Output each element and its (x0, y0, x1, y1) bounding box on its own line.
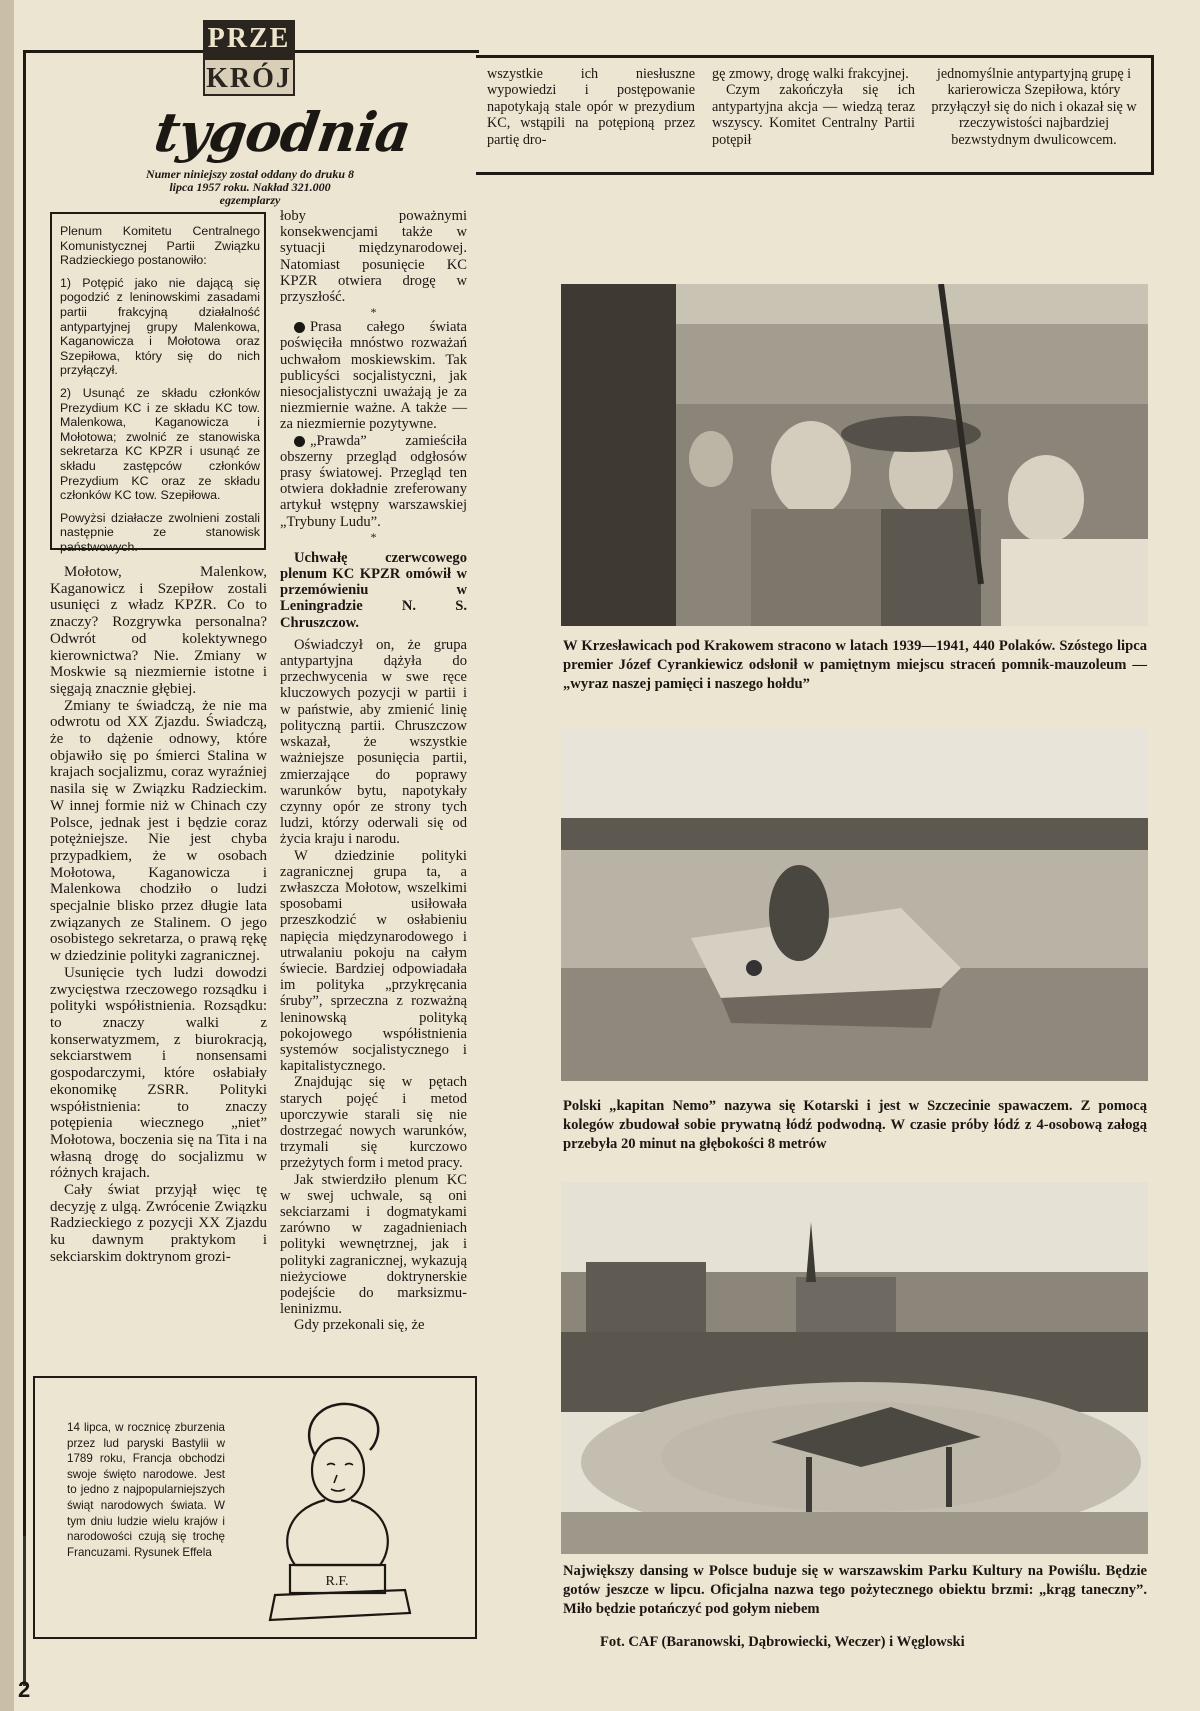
left-paragraph: Zmiany te świadczą, że nie ma odwrotu od XX Zjazdu. Świadczą, że to dążenie odnowy, które objawiło się po śmierci Stalina w krajach socjalizmu, coraz wyraźniej nasila się w Związku Radzieckim. W innej formie niż w Chinach czy Polsce, jednak jest i będzie coraz potężniejsze. Nie jest chyba przypadkiem, że w osobach Mołotowa, Kaganowicza i Malenkowa chodziło o ludzi specjalnie blisko przez długie lata związanych ze Stalinem. O jego osobistego sekretarza, o prawą rękę w dziedzinie polityki zagranicznej. (50, 697, 267, 965)
top-column-1 (487, 66, 695, 148)
plenum-intro: Plenum Komitetu Centralnego Komunistycznej Partii Związku Radzieckiego postanowiło: (60, 224, 260, 268)
middle-bullet-1 (280, 319, 467, 432)
top-column-3 (928, 66, 1140, 148)
photo-dance-circle-image (561, 1182, 1148, 1554)
top-column-2 (712, 66, 915, 148)
photo-submarine-image (561, 728, 1148, 1081)
bullet-text: Prasa całego świata poświęciła mnóstwo rozważań uchwałom moskiewskim. Tak publicyści socjalistyczni, jak niesocjalistyczni uważają je za niezmiernie ważne. A także — za niezmiernie pozytywne. (280, 319, 467, 433)
frame-bottom-line (23, 1536, 26, 1686)
middle-column (280, 208, 467, 1334)
photo-mausoleum-image (561, 284, 1148, 626)
middle-intro: łoby poważnymi konsekwencjami także w sytuacji międzynarodowej. Natomiast posunięcie KC KPZR otwiera drogę w przyszłość. (280, 208, 467, 306)
middle-paragraph: W dziedzinie polityki zagranicznej grupa ta, a zwłaszcza Mołotow, wszelkimi sposobami usiłowała przeszkodzić w osłabieniu napięcia międzynarodowego i utrwalaniu pokoju na całym świecie. Bardziej odpowiadała im polityka „przykręcania śruby”, sprzeczna z rozważną leninowską polityką pokojowego współistnienia systemów socjalistycznego i kapitalistycznego. (280, 847, 467, 1075)
left-column (50, 564, 267, 1266)
plenum-closing: Powyżsi działacze zwolnieni zostali następnie ze stanowisk państwowych. (60, 510, 260, 554)
logo-line-2: KRÓJ (203, 58, 295, 96)
bullet-icon (294, 322, 305, 333)
left-paragraph: Mołotow, Malenkow, Kaganowicz i Szepiłow zostali usunięci z władz KPZR. Co to znaczy? Rozgrywka personalna? Odwrót od kolektywnego kierownictwa? Nie. Zmiany w Moskwie są niezmiernie istotne i sięgają znacznie głębiej. (50, 564, 267, 697)
left-paragraph: Cały świat przyjął więc tę decyzję z ulgą. Zwrócenie Związku Radzieckiego z pozycji XX Zjazdu ku dawnym praktykom i sekciarskim doktrynom grozi- (50, 1182, 267, 1265)
bullet-text: „Prawda” zamieściła obszerny przegląd odgłosów prasy światowej. Przegląd ten otwiera dokładnie zreferowany artykuł wstępny warszawskiej „Trybuny Ludu”. (280, 432, 467, 530)
middle-headline: Uchwałę czerwcowego plenum KC KPZR omówił w przemówieniu w Leningradzie N. S. Chruszczow. (280, 549, 467, 631)
logo-line-1: PRZE (203, 20, 295, 58)
left-paragraph: Usunięcie tych ludzi dowodzi zwycięstwa rzeczowego rozsądku i polityki współistnienia. Rozsądku: to znaczy walki z konserwatyzmem, z biurokracją, sekciarstwem i nonsensami gospodarczymi, które osłabiały ekonomikę ZSRR. Polityki współistnienia: to znaczy potępienia wiecznego „niet” Mołotowa, boczenia się na Tita i na własną drogę do socjalizmu w różnych krajach. (50, 964, 267, 1182)
middle-paragraph: Oświadczył on, że grupa antypartyjna dążyła do przechwycenia w swe ręce kluczowych pozycji w partii i w państwie, aby zmienić linię polityczną partii. Chruszczow wskazał, że wszystkie ważniejsze posunięcia partii, zmierzające do poprawy warunków bytu, napotykały czynny opór ze strony tych ludzi, którzy oderwali się od życia kraju i narodu. (280, 636, 467, 848)
middle-paragraph: Gdy przekonali się, że (294, 1317, 425, 1334)
marianne-bust-drawing (255, 1395, 435, 1630)
top-column-3-text: jednomyślnie antypartyjną grupę i karierowicza Szepiłowa, który przyłączył się do nich i okazał się w rzeczywistości najbardziej bezwstydnym dwulicowcem. (931, 66, 1137, 148)
page-number: 2 (18, 1677, 31, 1702)
caption-photo-1: W Krzesławicach pod Krakowem stracono w latach 1939—1941, 440 Polaków. Szóstego lipca premier Józef Cyrankiewicz odsłonił w pamiętnym miejscu straceń pomnik-mauzoleum — „wyraz naszej pamięci i naszego hołdu” (563, 638, 1147, 692)
separator-star: * (370, 529, 377, 544)
photo-credit: Fot. CAF (Baranowski, Dąbrowiecki, Weczer) i Węglowski (600, 1634, 965, 1650)
top-column-1-text: wszystkie ich niesłuszne wypowiedzi i postępowanie napotykają stale opór w prezydium KC, wstąpili na potępioną przez partię dro- (487, 66, 695, 148)
top-column-2-text-a: gę zmowy, drogę walki frakcyjnej. (712, 66, 909, 82)
middle-bullet-2 (280, 433, 467, 530)
middle-paragraph: Jak stwierdziło plenum KC w swej uchwale, są oni sekciarzami i dogmatykami zarówno w zagadnieniach polityki wewnętrznej, jak i polityki zagranicznej, wykazują nieżyciowe doktrynerskie podejście do marksizmu-leninizmu. (280, 1171, 467, 1318)
bullet-icon (294, 436, 305, 447)
caption-photo-3: Największy dansing w Polsce buduje się w warszawskim Parku Kultury na Powiślu. Będzie gotów jeszcze w lipcu. Oficjalna nazwa tego pożytecznego obiektu brzmi: „krąg taneczny”. Miło będzie potańczyć pod gołym niebem (563, 1563, 1147, 1617)
plenum-point-1: 1) Potępić jako nie dającą się pogodzić z leninowskimi zasadami partii frakcyjną działalność antypartyjnej grupy Malenkowa, Kaganowicza i Mołotowa oraz Szepiłowa, który się do nich przyłączył. (60, 275, 260, 378)
caption-photo-2: Polski „kapitan Nemo” nazywa się Kotarski i jest w Szczecinie spawaczem. Z pomocą kolegów zbudował sobie prywatną łódź podwodną. W czasie próby łódź z 4-osobową załogą przebyła 20 minut na głębokości 8 metrów (563, 1098, 1147, 1152)
plenum-resolution (60, 224, 260, 562)
imprint-note: Numer niniejszy został oddany do druku 8 lipca 1957 roku. Nakład 321.000 egzemplarzy (145, 167, 355, 207)
cartoon-caption: 14 lipca, w rocznicę zburzenia przez lud paryski Bastylii w 1789 roku, Francja obchodzi swoje święto narodowe. Jest to jedno z najpopularniejszych świąt narodowych świata. W tym dniu ludzie wielu krajów i narodowości czują się trochę Francuzami. Rysunek Effela (67, 1421, 225, 1559)
section-title: tygodnia (150, 100, 415, 164)
middle-paragraph: Znajdując się w pętach starych pojęć i metod uporczywie starali się nie dostrzegać nowych warunków, trzymali się kurczowo przeżytych form i metod pracy. (280, 1074, 467, 1172)
photo-dance-circle (561, 1182, 1148, 1554)
photo-submarine (561, 728, 1148, 1081)
page-gutter (0, 0, 14, 1711)
top-column-2-text-b: Czym zakończyła się ich antypartyjna akcja — wiedzą teraz wszyscy. Komitet Centralny Partii potępił (712, 82, 915, 148)
plenum-point-2: 2) Usunąć ze składu członków Prezydium KC i ze składu KC tow. Malenkowa, Kaganowicza i Mołotowa; zwolnić ze stanowiska sekretarza KC KPZR i usunąć ze składu zastępców członków Prezydium KC oraz ze składu członków KC tow. Szepiłowa. (60, 385, 260, 503)
pedestal-label: R.F. (325, 1574, 349, 1589)
separator-star: * (370, 305, 377, 320)
photo-mausoleum-unveiling (561, 284, 1148, 626)
przekroj-logo (203, 20, 295, 96)
